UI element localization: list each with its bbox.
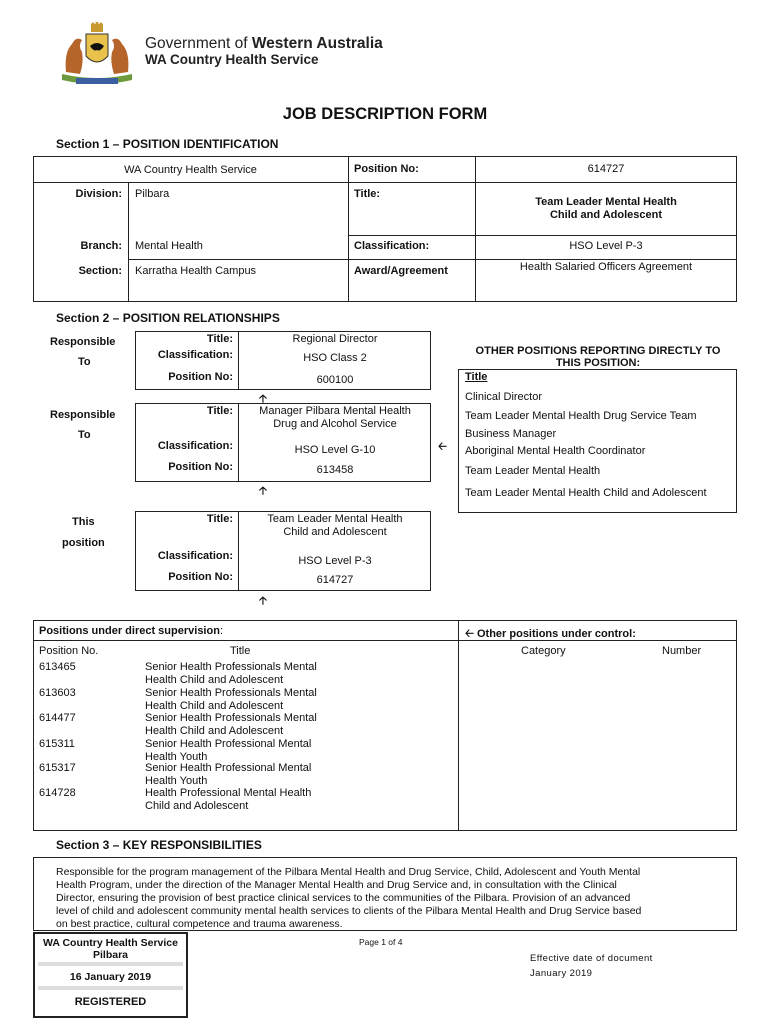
box2-position-no: 613458	[316, 464, 354, 476]
section3-line: Responsible for the program management of the Pilbara Mental Health and Drug Service, Child, Adolescent and Youth Mental	[56, 866, 641, 878]
supervision-row-title: Health Youth	[145, 751, 208, 763]
effective-date-label: Effective date of document	[530, 953, 653, 964]
section3-line: Director, ensuring the provision of best practice clinical services to the communities of the Pilbara. Provision of an advanced	[56, 892, 631, 904]
supervision-row-title: Senior Health Professional Mental	[145, 738, 312, 750]
box2-title-label: Title:	[206, 405, 233, 417]
supervision-row-title: Senior Health Professional Mental	[145, 762, 312, 774]
gov-state: Western Australia	[251, 35, 383, 52]
col-position-no: Position No.	[39, 645, 99, 657]
supervision-row-no: 613465	[39, 661, 76, 673]
stamp-line1: WA Country Health Service	[43, 937, 178, 949]
supervision-row-no: 615311	[39, 738, 75, 750]
classification-value: HSO Level P-3	[569, 240, 643, 252]
box1-title: Regional Director	[292, 333, 378, 345]
title-value-line2: Child and Adolescent	[549, 209, 663, 221]
branch-value: Mental Health	[135, 240, 203, 252]
other-position-item: Clinical Director	[465, 391, 543, 403]
box1-posno-label: Position No:	[168, 371, 233, 383]
box1-classification: HSO Class 2	[303, 352, 367, 364]
other-positions-col-title: Title	[465, 371, 488, 383]
gov-prefix: Government of	[145, 35, 252, 52]
supervision-row-no: 614728	[39, 787, 76, 799]
section1-heading: Section 1 – POSITION IDENTIFICATION	[56, 137, 279, 151]
title-value-line1: Team Leader Mental Health	[535, 196, 677, 208]
stamp-line2: Pilbara	[92, 949, 129, 961]
box2-title-line1: Manager Pilbara Mental Health	[259, 405, 411, 417]
position-label: position	[62, 537, 105, 549]
to-label-2: To	[78, 429, 91, 441]
supervision-heading: Positions under direct supervision	[39, 625, 220, 637]
section-label: Section:	[78, 265, 122, 277]
division-value: Pilbara	[135, 188, 170, 200]
effective-date: January 2019	[530, 968, 593, 979]
box3-title-line2: Child and Adolescent	[283, 526, 387, 538]
box3-position-no: 614727	[316, 574, 354, 586]
box3-class-label: Classification:	[157, 550, 233, 562]
section3-heading: Section 3 – KEY RESPONSIBILITIES	[56, 838, 262, 852]
supervision-row-title: Senior Health Professionals Mental	[145, 712, 317, 724]
supervision-row-title: Health Professional Mental Health	[145, 787, 312, 799]
left-arrow-icon: 🡠	[438, 441, 447, 453]
supervision-table	[33, 620, 737, 831]
position-no-value: 614727	[587, 163, 625, 175]
supervision-row-title: Senior Health Professionals Mental	[145, 687, 317, 699]
stamp-divider	[38, 986, 183, 990]
other-position-item: Business Manager	[465, 428, 557, 440]
other-control-heading: Other positions under control:	[476, 628, 636, 640]
supervision-row-no: 615317	[39, 762, 76, 774]
section3-line: level of child and adolescent community mental health services to clients of the Pilbara Mental Health and Drug Service based	[56, 905, 642, 917]
supervision-colon: :	[219, 625, 223, 637]
box2-posno-label: Position No:	[168, 461, 233, 473]
box3-posno-label: Position No:	[168, 571, 233, 583]
gov-heading	[145, 35, 383, 53]
col-title: Title	[230, 645, 251, 657]
responsible-label-1: Responsible	[50, 336, 116, 348]
box2-class-label: Classification:	[157, 440, 233, 452]
section3-line: Health Program, under the direction of the Manager Mental Health and Drug Service and, in consultation with the Clinical	[56, 879, 617, 891]
box1-class-label: Classification:	[157, 349, 233, 361]
box3-title-label: Title:	[206, 513, 233, 525]
form-title: JOB DESCRIPTION FORM	[282, 105, 488, 123]
col-category: Category	[521, 645, 566, 657]
up-arrow-icon: 🡡	[259, 595, 267, 607]
other-position-item: Team Leader Mental Health Drug Service Team	[465, 410, 697, 422]
up-arrow-icon: 🡡	[259, 485, 267, 497]
coat-of-arms	[56, 22, 138, 88]
other-control-heading-wrap	[465, 625, 636, 644]
other-positions-heading-line1: OTHER POSITIONS REPORTING DIRECTLY TO	[475, 345, 721, 357]
section3-text	[56, 866, 716, 931]
branch-label: Branch:	[80, 240, 122, 252]
up-arrow-icon: 🡡	[259, 393, 267, 405]
section3-line: on best practice, cultural competence and trauma awareness.	[56, 918, 343, 930]
supervision-row-no: 613603	[39, 687, 76, 699]
box2-classification: HSO Level G-10	[294, 444, 376, 456]
supervision-row-title: Health Child and Adolescent	[145, 725, 284, 737]
section2-heading: Section 2 – POSITION RELATIONSHIPS	[56, 311, 280, 325]
service-name: WA Country Health Service	[145, 52, 319, 67]
award-label: Award/Agreement	[354, 265, 448, 277]
section1-table	[33, 156, 737, 302]
box1-position-no: 600100	[316, 374, 354, 386]
stamp-status: REGISTERED	[74, 996, 147, 1008]
other-position-item: Aboriginal Mental Health Coordinator	[465, 445, 646, 457]
supervision-row-title: Health Youth	[145, 775, 208, 787]
award-value: Health Salaried Officers Agreement	[519, 261, 693, 273]
box3-classification: HSO Level P-3	[298, 555, 372, 567]
supervision-row-title: Health Child and Adolescent	[145, 700, 284, 712]
supervision-row-title: Health Child and Adolescent	[145, 674, 284, 686]
supervision-row-title: Child and Adolescent	[145, 800, 249, 812]
box1-title-label: Title:	[206, 333, 233, 345]
title-label: Title:	[354, 188, 381, 200]
org-name: WA Country Health Service	[124, 164, 257, 176]
supervision-heading-wrap	[39, 625, 223, 637]
responsible-label-2: Responsible	[50, 409, 116, 421]
classification-label: Classification:	[354, 240, 430, 252]
page-number: Page 1 of 4	[359, 937, 403, 947]
other-position-item: Team Leader Mental Health	[465, 465, 601, 477]
position-no-label: Position No:	[354, 163, 419, 175]
other-position-item: Team Leader Mental Health Child and Adolescent	[465, 487, 707, 499]
box2-title-line2: Drug and Alcohol Service	[273, 418, 397, 430]
to-label-1: To	[78, 356, 91, 368]
left-arrow-icon: 🡠	[465, 628, 474, 640]
division-label: Division:	[75, 188, 122, 200]
supervision-row-title: Senior Health Professionals Mental	[145, 661, 317, 673]
section-value: Karratha Health Campus	[135, 265, 257, 277]
this-label: This	[72, 516, 95, 528]
col-number: Number	[662, 645, 702, 657]
supervision-row-no: 614477	[39, 712, 76, 724]
other-positions-heading-line2: THIS POSITION:	[555, 357, 641, 369]
stamp-date: 16 January 2019	[69, 971, 152, 983]
stamp-divider	[38, 962, 183, 966]
box3-title-line1: Team Leader Mental Health	[267, 513, 403, 525]
